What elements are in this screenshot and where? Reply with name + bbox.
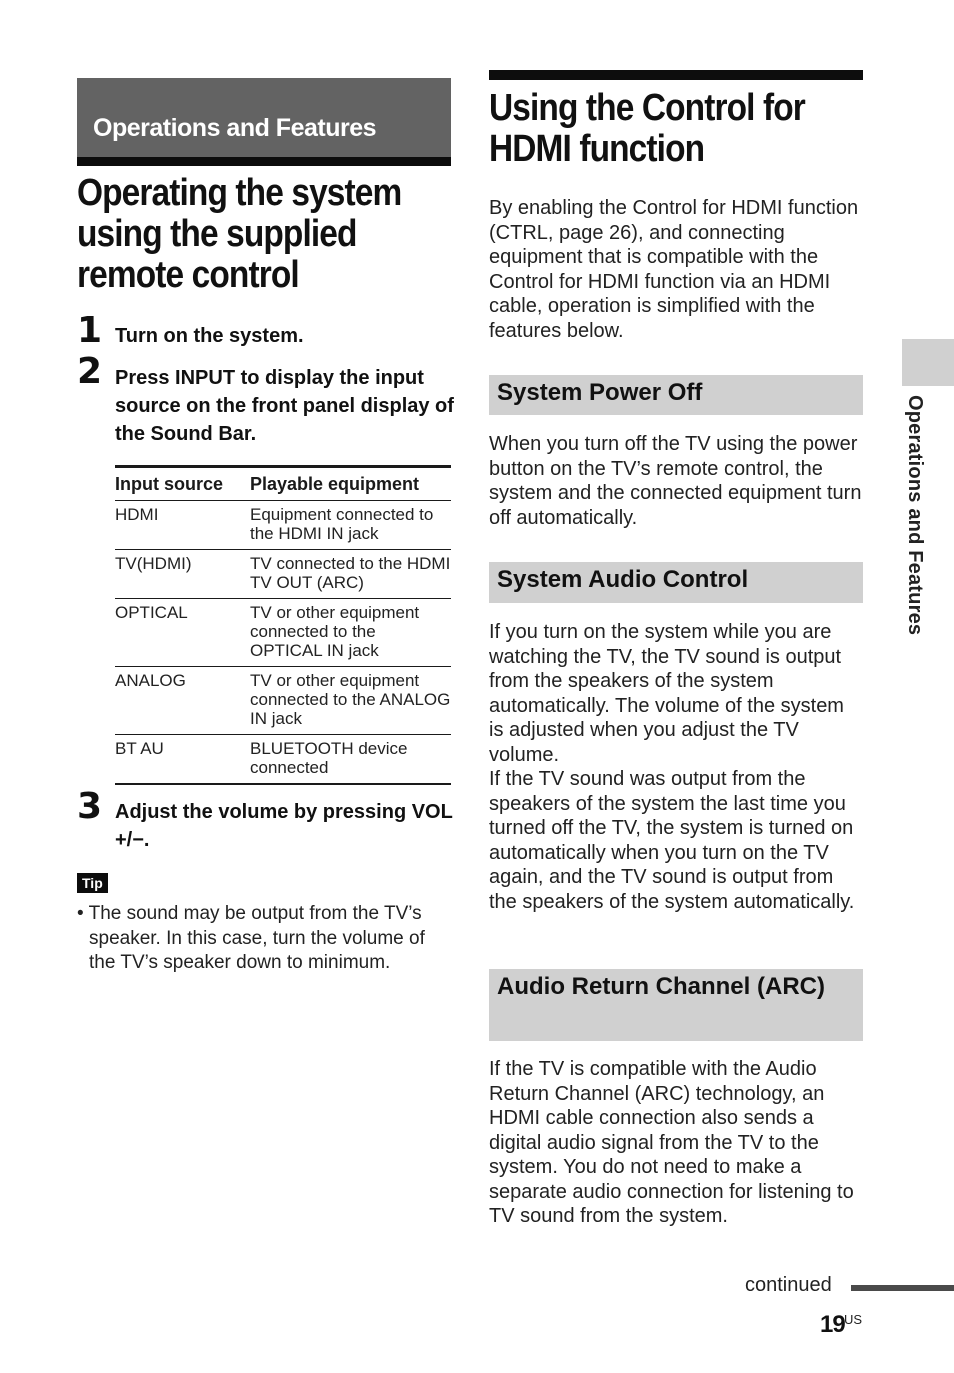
table-header-playable-equipment: Playable equipment <box>250 467 451 501</box>
step-text-3: Adjust the volume by pressing VOL +/−. <box>115 801 453 851</box>
table-cell-equipment: TV connected to the HDMI TV OUT (ARC) <box>250 550 451 599</box>
table-cell-source: HDMI <box>115 501 250 550</box>
step-text-2: Press INPUT to display the input source on the front panel display of the Sound Bar. <box>115 367 454 445</box>
continued-bar <box>851 1285 954 1291</box>
subheading-system-audio-control: System Audio Control <box>489 562 863 603</box>
page-number-suffix: US <box>844 1312 863 1327</box>
section-header-text: Operations and Features <box>93 114 377 142</box>
title-rule <box>489 70 863 80</box>
step-text-1: Turn on the system. <box>115 325 304 347</box>
subheading-system-power-off: System Power Off <box>489 375 863 415</box>
side-tab-label: Operations and Features <box>904 395 926 636</box>
paragraph-system-power-off: When you turn off the TV using the power button on the TV’s remote control, the system and the connected equipment turn off automatically. <box>489 433 862 529</box>
paragraph-system-audio-control: If you turn on the system while you are watching the TV, the TV sound is output from the speakers of the system automatically. The volume of the system is adjusted when you adjust the TV volume. If the TV sound was output from the speakers of the system the last time you turned off the TV, the system is turned on automatically when you turn on the TV again, and the TV sound is output from the speakers of the system automatically. <box>489 621 855 913</box>
table-cell-source: ANALOG <box>115 667 250 735</box>
paragraph-audio-return-channel: If the TV is compatible with the Audio Return Channel (ARC) technology, an HDMI cable connection also sends a digital audio signal from the TV to the system. You do not need to make a separate audio connection for listening to TV sound from the system. <box>489 1058 854 1227</box>
table-row <box>115 735 451 785</box>
table-row <box>115 550 451 599</box>
page-title-left: Operating the system using the supplied remote control <box>77 172 402 296</box>
side-tab-marker <box>902 339 954 386</box>
tip-text: • The sound may be output from the TV’s speaker. In this case, turn the volume of the TV’s speaker down to minimum. <box>77 903 425 973</box>
step-number-3: 3 <box>77 786 103 827</box>
page-title-right: Using the Control for HDMI function <box>489 87 805 170</box>
table-cell-source: TV(HDMI) <box>115 550 250 599</box>
step-number-2: 2 <box>77 351 103 392</box>
table-cell-equipment: Equipment connected to the HDMI IN jack <box>250 501 451 550</box>
table-cell-equipment: TV or other equipment connected to the ANALOG IN jack <box>250 667 451 735</box>
subheading-audio-return-channel: Audio Return Channel (ARC) <box>489 969 863 1041</box>
section-header-band <box>77 78 451 166</box>
table-row <box>115 667 451 735</box>
table-cell-source: OPTICAL <box>115 599 250 667</box>
table-row <box>115 501 451 550</box>
continued-label: continued <box>745 1274 832 1296</box>
table-header-input-source: Input source <box>115 467 250 501</box>
tip-badge: Tip <box>77 873 108 893</box>
table-row <box>115 599 451 667</box>
page-number: 19 <box>820 1311 845 1338</box>
input-source-table <box>115 465 451 785</box>
table-cell-source: BT AU <box>115 735 250 785</box>
step-number-1: 1 <box>77 310 103 351</box>
table-cell-equipment: TV or other equipment connected to the OPTICAL IN jack <box>250 599 451 667</box>
intro-paragraph: By enabling the Control for HDMI function (CTRL, page 26), and connecting equipment that is compatible with the Control for HDMI function via an HDMI cable, operation is simplified with the features below. <box>489 197 859 342</box>
table-header-row <box>115 467 451 501</box>
table-cell-equipment: BLUETOOTH device connected <box>250 735 451 785</box>
